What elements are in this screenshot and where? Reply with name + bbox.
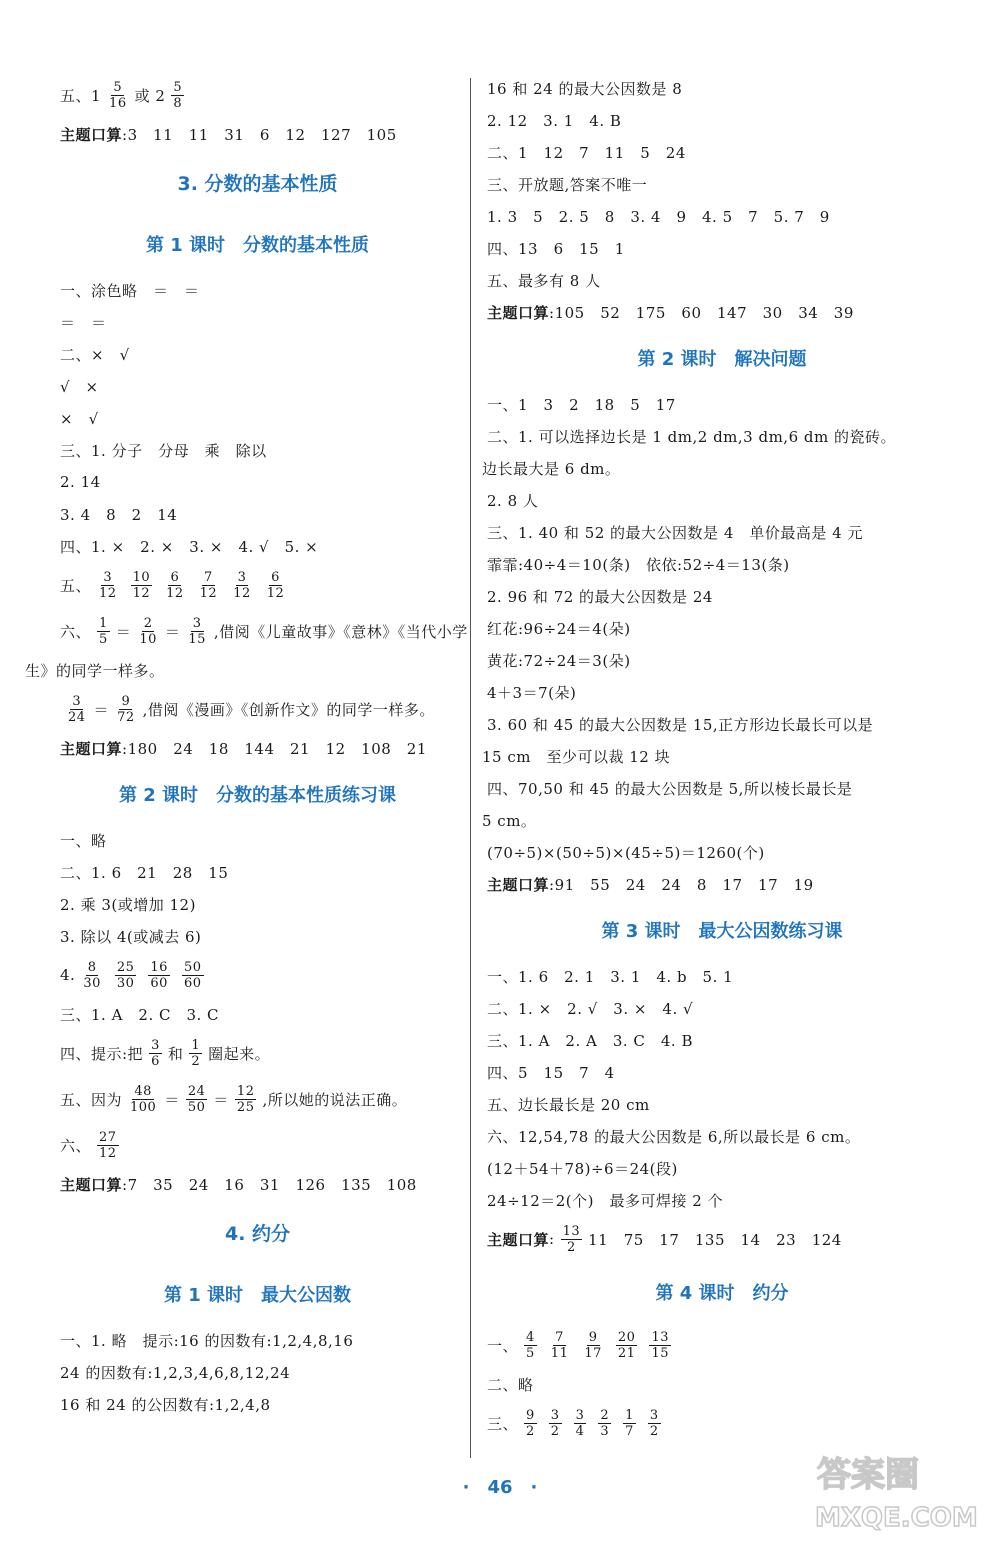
answer-line: 六、12,54,78 的最大公因数是 6,所以最长是 6 cm。	[487, 1127, 861, 1146]
fraction: $\frac{48}{100}$	[130, 1083, 157, 1115]
answer-line: 五、最多有 8 人	[487, 271, 601, 290]
fraction: $\frac{3}{2}$	[649, 1407, 659, 1439]
answer-line: 二、1. × 2. √ 3. × 4. √	[487, 999, 694, 1018]
fraction: $\frac{1}{7}$	[625, 1407, 634, 1439]
line-text: 或 2	[134, 86, 166, 105]
lesson-heading: 第 1 课时 最大公因数	[163, 1285, 352, 1306]
fraction: $\frac{3}{15}$	[188, 615, 206, 647]
answer-line: 三、1. 分子 分母 乘 除以	[60, 441, 267, 460]
fraction: $\frac{13}{15}$	[651, 1329, 669, 1361]
fraction: $\frac{9}{17}$	[584, 1329, 602, 1361]
mental-math-line: 主题口算 :7 35 24 16 31 126 135 108	[60, 1175, 417, 1194]
answer-line: √ ×	[60, 377, 99, 396]
fraction: $\frac{6}{12}$	[166, 569, 184, 601]
fraction: $\frac{3}{4}$	[575, 1407, 585, 1439]
answer-line: 二、× √	[60, 345, 130, 364]
answer-line: 24 的因数有:1,2,3,4,6,8,12,24	[60, 1363, 291, 1382]
fraction: $\frac{7}{12}$	[199, 569, 218, 601]
line-text: 五、1	[60, 86, 102, 105]
answer-line: × √	[60, 409, 99, 428]
answer-line: 霏霏:40÷4＝10(条) 依依:52÷4＝13(条)	[487, 555, 790, 574]
answer-line: (70÷5)×(50÷5)×(45÷5)＝1260(个)	[487, 843, 765, 862]
answer-line: 16 和 24 的最大公因数是 8	[487, 79, 683, 98]
answer-line: 六、 $\frac{1}{5}$ ＝ $\frac{2}{10}$ ＝ $\frac{3}{15}$ ,借阅《儿童故事》《意林》《当代小学	[60, 615, 468, 647]
answer-line: 16 和 24 的公因数有:1,2,4,8	[60, 1395, 271, 1414]
answer-line: 二、1. 可以选择边长是 1 dm,2 dm,3 dm,6 dm 的瓷砖。	[487, 427, 896, 446]
answer-line: 一、略	[60, 831, 107, 850]
page-number: · 46 ·	[462, 1477, 538, 1498]
answer-line: 二、1. 6 21 28 15	[60, 863, 229, 882]
fraction: $\frac{24}{50}$	[187, 1083, 206, 1115]
mental-math-line: 主题口算 :105 52 175 60 147 30 34 39	[487, 303, 854, 322]
mental-math-line: 主题口算 :3 11 11 31 6 12 127 105	[60, 125, 397, 144]
answer-line: 四、13 6 15 1	[487, 239, 625, 258]
answer-line: 黄花:72÷24＝3(朵)	[487, 651, 631, 670]
answer-line: 三、1. A 2. A 3. C 4. B	[487, 1031, 693, 1050]
answer-line: 三、1. 40 和 52 的最大公因数是 4 单价最高是 4 元	[487, 523, 863, 542]
answer-line: 3. 60 和 45 的最大公因数是 15,正方形边长最长可以是	[487, 715, 874, 734]
answer-line: 一、1 3 2 18 5 17	[487, 395, 676, 414]
answer-line: 五、边长最长是 20 cm	[487, 1095, 650, 1114]
answer-line: 生》的同学一样多。	[25, 661, 165, 680]
section-heading: 3. 分数的基本性质	[177, 172, 338, 195]
answer-line: 2. 96 和 72 的最大公因数是 24	[487, 587, 713, 606]
fraction: $\frac{5}{16}$	[109, 79, 127, 111]
fraction: $\frac{20}{21}$	[617, 1329, 636, 1361]
answer-line: 三、开放题,答案不唯一	[487, 175, 648, 194]
answer-line: 边长最大是 6 dm。	[482, 459, 621, 478]
lesson-heading: 第 1 课时 分数的基本性质	[145, 235, 370, 256]
answer-line: 红花:96÷24＝4(朵)	[487, 619, 631, 638]
lesson-heading: 第 4 课时 约分	[655, 1283, 789, 1304]
lesson-heading: 第 2 课时 分数的基本性质练习课	[118, 785, 397, 806]
answer-line: (12＋54＋78)÷6＝24(段)	[487, 1159, 678, 1178]
answer-line: 4＋3＝7(朵)	[487, 683, 577, 702]
answer-line: 一、涂色略 ＝ ＝	[60, 281, 200, 300]
fraction: $\frac{1}{5}$	[99, 615, 108, 647]
fraction: $\frac{10}{12}$	[132, 569, 151, 601]
fraction: $\frac{1}{2}$	[191, 1037, 201, 1069]
section-heading: 4. 约分	[224, 1222, 291, 1245]
answer-line: 2. 乘 3(或增加 12)	[60, 895, 196, 914]
fraction: $\frac{3}{12}$	[233, 569, 251, 601]
fraction: $\frac{6}{12}$	[266, 569, 285, 601]
answer-line: 2. 12 3. 1 4. B	[487, 111, 622, 130]
answer-line: 一、1. 6 2. 1 3. 1 4. b 5. 1	[487, 967, 734, 986]
fraction: $\frac{3}{12}$	[99, 569, 117, 601]
mental-math-line: 主题口算 :180 24 18 144 21 12 108 21	[60, 739, 427, 758]
fraction: $\frac{8}{30}$	[83, 959, 101, 991]
fraction: $\frac{2}{3}$	[600, 1407, 610, 1439]
answer-line: 二、1 12 7 11 5 24	[487, 143, 686, 162]
answer-line	[60, 72, 455, 118]
answer-line: 四、提示:把 $\frac{3}{6}$ 和 $\frac{1}{2}$ 圈起来。	[60, 1037, 271, 1069]
answer-line: 四、5 15 7 4	[487, 1063, 615, 1082]
answer-line: 2. 8 人	[487, 491, 539, 510]
answer-line: 三、1. A 2. C 3. C	[60, 1005, 220, 1024]
mental-math-line: 主题口算 : $\frac{13}{2}$ 11 75 17 135 14 23 124	[487, 1223, 842, 1255]
answer-line: ＝ ＝	[60, 313, 107, 332]
mental-math-line: 主题口算 :91 55 24 24 8 17 17 19	[487, 875, 814, 894]
fraction: $\frac{50}{60}$	[183, 959, 202, 991]
lesson-heading: 第 3 课时 最大公因数练习课	[601, 921, 843, 942]
answer-line: 三、 $\frac{9}{2}$ $\frac{3}{2}$ $\frac{3}{4}$ $\frac{2}{3}$ $\frac{1}{7}$ $\frac{3}{2}$	[487, 1407, 659, 1439]
answer-line: 1. 3 5 2. 5 8 3. 4 9 4. 5 7 5. 7 9	[487, 207, 830, 226]
answer-line: 五、因为 $\frac{48}{100}$ ＝ $\frac{24}{50}$ ＝ $\frac{12}{25}$ ,所以她的说法正确。	[60, 1083, 408, 1115]
answer-line: $\frac{3}{24}$ ＝ $\frac{9}{72}$ ,借阅《漫画》《创新作文》的同学一样多。	[68, 693, 435, 725]
left-column	[25, 72, 468, 1420]
fraction: $\frac{27}{12}$	[99, 1129, 117, 1161]
answer-line: 五、 $\frac{3}{12}$ $\frac{10}{12}$ $\frac{6}{12}$ $\frac{7}{12}$ $\frac{3}{12}$ $\frac{6}{12}$	[60, 569, 285, 601]
fraction: $\frac{9}{2}$	[526, 1407, 535, 1439]
answer-line: 四、1. × 2. × 3. × 4. √ 5. ×	[60, 537, 319, 556]
answer-line: 24÷12＝2(个) 最多可焊接 2 个	[487, 1191, 724, 1210]
svg-text:答案圈: 答案圈	[817, 1455, 919, 1495]
answer-line: 一、 $\frac{4}{5}$ $\frac{7}{11}$ $\frac{9}{17}$ $\frac{20}{21}$ $\frac{13}{15}$	[487, 1329, 669, 1361]
fraction: $\frac{5}{8}$	[173, 79, 183, 111]
lesson-heading: 第 2 课时 解决问题	[637, 349, 807, 370]
fraction: $\frac{25}{30}$	[116, 959, 135, 991]
answer-line: 5 cm。	[482, 811, 537, 830]
fraction: $\frac{2}{10}$	[139, 615, 157, 647]
answer-line: 4. $\frac{8}{30}$ $\frac{25}{30}$ $\frac{16}{60}$ $\frac{50}{60}$	[60, 959, 202, 991]
answer-line: 一、1. 略 提示:16 的因数有:1,2,4,8,16	[60, 1331, 354, 1350]
fraction: $\frac{12}{25}$	[236, 1083, 255, 1115]
answer-line: 3. 除以 4(或减去 6)	[60, 927, 202, 946]
right-column	[482, 72, 957, 1446]
answer-line: 15 cm 至少可以裁 12 块	[482, 747, 671, 766]
fraction: $\frac{9}{72}$	[117, 693, 135, 725]
answer-line: 六、 $\frac{27}{12}$	[60, 1129, 117, 1161]
answer-line: 2. 14	[60, 473, 101, 491]
svg-text:MXQE.COM: MXQE.COM	[815, 1503, 978, 1533]
answer-line: 四、70,50 和 45 的最大公因数是 5,所以棱长最长是	[487, 779, 853, 798]
answer-line: 3. 4 8 2 14	[60, 505, 178, 524]
fraction: $\frac{7}{11}$	[550, 1329, 569, 1361]
fraction: $\frac{13}{2}$	[562, 1223, 581, 1255]
fraction: $\frac{3}{2}$	[550, 1407, 560, 1439]
column-divider	[470, 78, 471, 1458]
fraction: $\frac{4}{5}$	[526, 1329, 535, 1361]
fraction: $\frac{3}{24}$	[68, 693, 86, 725]
fraction: $\frac{16}{60}$	[150, 959, 168, 991]
answer-line: 二、略	[487, 1375, 534, 1394]
watermark-logo	[807, 1444, 982, 1534]
fraction: $\frac{3}{6}$	[151, 1037, 160, 1069]
